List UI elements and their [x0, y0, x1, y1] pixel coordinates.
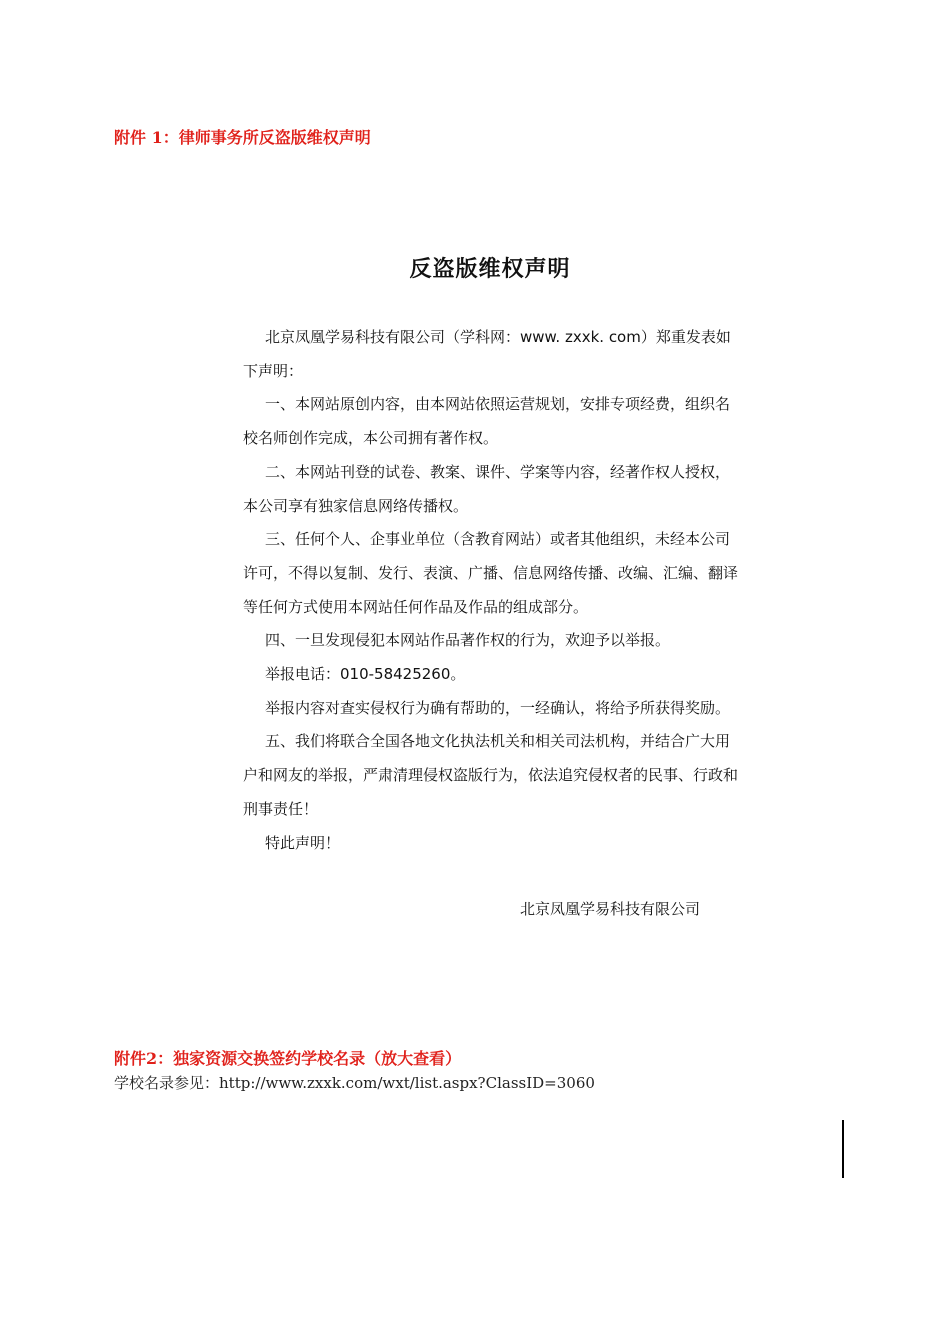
declaration-paragraph: 五、我们将联合全国各地文化执法机关和相关司法机构，并结合广大用户和网友的举报，严肃清理侵权盗版行为，依法追究侵权者的民事、行政和刑事责任！	[243, 732, 739, 818]
declaration-paragraph: 三、任何个人、企事业单位（含教育网站）或者其他组织，未经本公司许可，不得以复制、发行、表演、广播、信息网络传播、改编、汇编、翻译等任何方式使用本网站任何作品及作品的组成部分。	[243, 530, 739, 616]
declaration-paragraph: 一、本网站原创内容，由本网站依照运营规划，安排专项经费，组织名校名师创作完成，本公司拥有著作权。	[243, 395, 731, 448]
declaration-paragraph: 四、一旦发现侵犯本网站作品著作权的行为，欢迎予以举报。	[265, 631, 671, 650]
declaration-paragraph: 举报内容对查实侵权行为确有帮助的，一经确认，将给予所获得奖励。	[265, 698, 731, 717]
text-cursor	[842, 1120, 844, 1178]
school-list-line	[114, 1072, 595, 1093]
declaration-paragraph: 北京凤凰学易科技有限公司（学科网：www. zxxk. com）郑重发表如下声明：	[243, 328, 731, 380]
declaration-paragraph: 二、本网站刊登的试卷、教案、课件、学案等内容，经著作权人授权，本公司享有独家信息网络传播权。	[243, 462, 731, 515]
declaration-paragraph: 特此声明！	[265, 833, 341, 852]
declaration-body	[243, 321, 743, 860]
school-list-label: 学校名录参见：	[114, 1074, 220, 1092]
declaration-paragraph: 举报电话：010-58425260。	[265, 665, 466, 684]
attachment-2-heading: 附件2：独家资源交换签约学校名录（放大查看）	[114, 1049, 462, 1068]
attachment-1-heading: 附件 1：律师事务所反盗版维权声明	[114, 128, 371, 147]
declaration-title: 反盗版维权声明	[409, 257, 571, 282]
school-list-link[interactable]: http://www.zxxk.com/wxt/list.aspx?ClassID=3060	[219, 1074, 595, 1092]
company-signature: 北京凤凰学易科技有限公司	[520, 900, 701, 918]
